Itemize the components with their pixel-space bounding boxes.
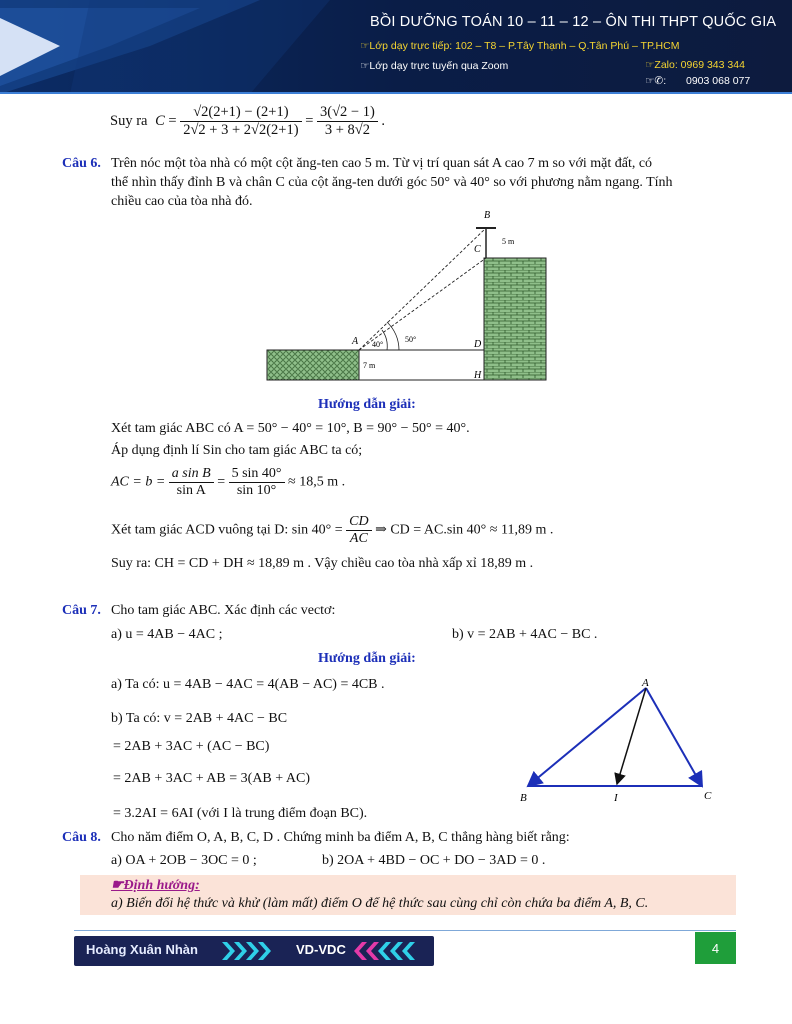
tri-label-C: C [704,790,712,802]
q7-label: Câu 7. [62,603,101,618]
q6-step3-num1: a sin B [169,466,214,483]
q6-step4-num: CD [346,514,371,531]
prev-fraction-1 [180,104,301,139]
q6-step4-left: Xét tam giác ACD vuông tại D: sin 40° = [111,522,343,538]
ground-block [267,350,359,380]
vector-AB [528,688,646,786]
q7-sol-b3: = 2AB + 3AC + AB = 3(AB + AC) [113,771,310,786]
label-angle-50: 50° [405,335,417,344]
header-zalo: ☞Zalo: 0969 343 344 [645,59,745,71]
prev-dot: . [381,112,386,129]
q8-label: Câu 8. [62,830,101,845]
label-B: B [484,210,491,221]
q6-building-figure [262,210,554,386]
tri-label-I: I [614,792,618,804]
footer-banner [74,936,434,966]
label-D: D [474,339,482,350]
q6-step3-den2: sin 10° [236,483,277,498]
q7-sol-b4: = 3.2AI = 6AI (với I là trung điểm đoạn BC). [113,806,368,821]
vector-AC [646,688,702,786]
q6-step3-den1: sin A [176,483,206,498]
q6-text-line1: Trên nóc một tòa nhà có một cột ăng-ten cao 5 m. Từ vị trí quan sát A cao 7 m so với mặt đất, có [111,156,653,171]
header-phone-label: ☞✆: [645,75,667,87]
prev-eq1: = [168,112,177,129]
q8-part-b: b) 2OA + 4BD − OC + DO − 3AD = 0 . [322,853,546,868]
page-header [0,0,792,94]
prev-den2: 3 + 8√2 [324,122,370,138]
q7-sol-b2: = 2AB + 3AC + (AC − BC) [113,739,270,754]
label-A: A [352,336,359,347]
q6-step4-den: AC [349,531,368,546]
q6-step3-frac1 [169,466,214,499]
q8-hint-title: ☛Định hướng: [111,878,200,893]
q6-guide-heading: Hướng dẫn giải: [318,397,416,412]
prev-den1: 2√2 + 3 + 2√2(2+1) [183,122,299,138]
prev-fraction-2 [317,104,378,139]
q6-label: Câu 6. [62,156,101,171]
header-title: BỒI DƯỠNG TOÁN 10 – 11 – 12 – ÔN THI THPT QUỐC GIA [370,14,777,30]
header-online: ☞Lớp dạy trực tuyến qua Zoom [360,60,509,72]
q7-sol-a: a) Ta có: u = 4AB − 4AC = 4(AB − AC) = 4CB . [111,677,385,692]
q8-part-a: a) OA + 2OB − 3OC = 0 ; [111,853,257,868]
prev-result [110,104,385,139]
q7-text: Cho tam giác ABC. Xác định các vectơ: [111,603,336,618]
q6-text-line3: chiều cao của tòa nhà đó. [111,194,253,209]
angle-arc-50 [387,322,399,350]
tri-label-B: B [520,792,527,804]
q6-step3 [111,466,345,499]
q8-hint-text: a) Biến đổi hệ thức và khử (làm mất) điểm O để hệ thức sau cùng chỉ còn chứa ba điểm A, B, C. [111,896,649,911]
q7-part-b: b) v = 2AB + 4AC − BC . [452,627,598,642]
q6-text-line2: thể nhìn thấy đỉnh B và chân C của cột ăng-ten dưới góc 50° và 40° so với phương nằm ngang. Tính [111,175,673,190]
q6-step3-frac2 [229,466,285,499]
label-7m: 7 m [363,361,376,370]
header-address: ☞Lớp dạy trực tiếp: 102 – T8 – P.Tây Thạnh – Q.Tân Phú – TP.HCM [360,40,680,52]
line-AC [359,258,486,350]
q7-triangle-figure [512,674,726,806]
q7-part-a: a) u = 4AB − 4AC ; [111,627,223,642]
label-5m: 5 m [502,237,515,246]
tri-label-A: A [642,677,649,689]
q6-step3-num2: 5 sin 40° [229,466,285,483]
label-H: H [474,370,482,381]
prev-C: C [155,112,165,129]
q7-guide-heading: Hướng dẫn giải: [318,651,416,666]
prev-num1: √2(2+1) − (2+1) [180,104,301,122]
vector-AI [617,688,646,784]
q6-step3-eq: = [217,474,226,490]
q6-step4-right: ⇒ CD = AC.sin 40° ≈ 11,89 m . [375,522,554,538]
page-number: 4 [695,932,736,964]
line-AB [359,228,486,350]
q6-step5: Suy ra: CH = CD + DH ≈ 18,89 m . Vậy chiều cao tòa nhà xấp xỉ 18,89 m . [111,556,534,571]
prev-eq2: = [305,112,314,129]
footer-brand: VD-VDC [296,942,346,957]
q6-step2: Áp dụng định lí Sin cho tam giác ABC ta có; [111,443,363,458]
prev-num2: 3(√2 − 1) [317,104,378,122]
prev-suy-ra: Suy ra [110,112,148,129]
q6-step3-right: ≈ 18,5 m . [288,474,346,490]
footer-divider [74,930,736,931]
q6-step4 [111,514,553,547]
label-angle-40: 40° [372,340,384,349]
q8-text: Cho năm điểm O, A, B, C, D . Chứng minh ba điểm A, B, C thẳng hàng biết rằng: [111,830,570,845]
q7-sol-b1: b) Ta có: v = 2AB + 4AC − BC [111,711,288,726]
footer-author: Hoàng Xuân Nhàn [86,942,198,957]
q6-step1: Xét tam giác ABC có A = 50° − 40° = 10°, B = 90° − 50° = 40°. [111,421,470,436]
label-C: C [474,244,481,255]
building [484,258,546,380]
q6-step4-frac [346,514,371,547]
header-phone: 0903 068 077 [686,75,751,87]
q6-step3-left: AC = b = [111,474,166,490]
